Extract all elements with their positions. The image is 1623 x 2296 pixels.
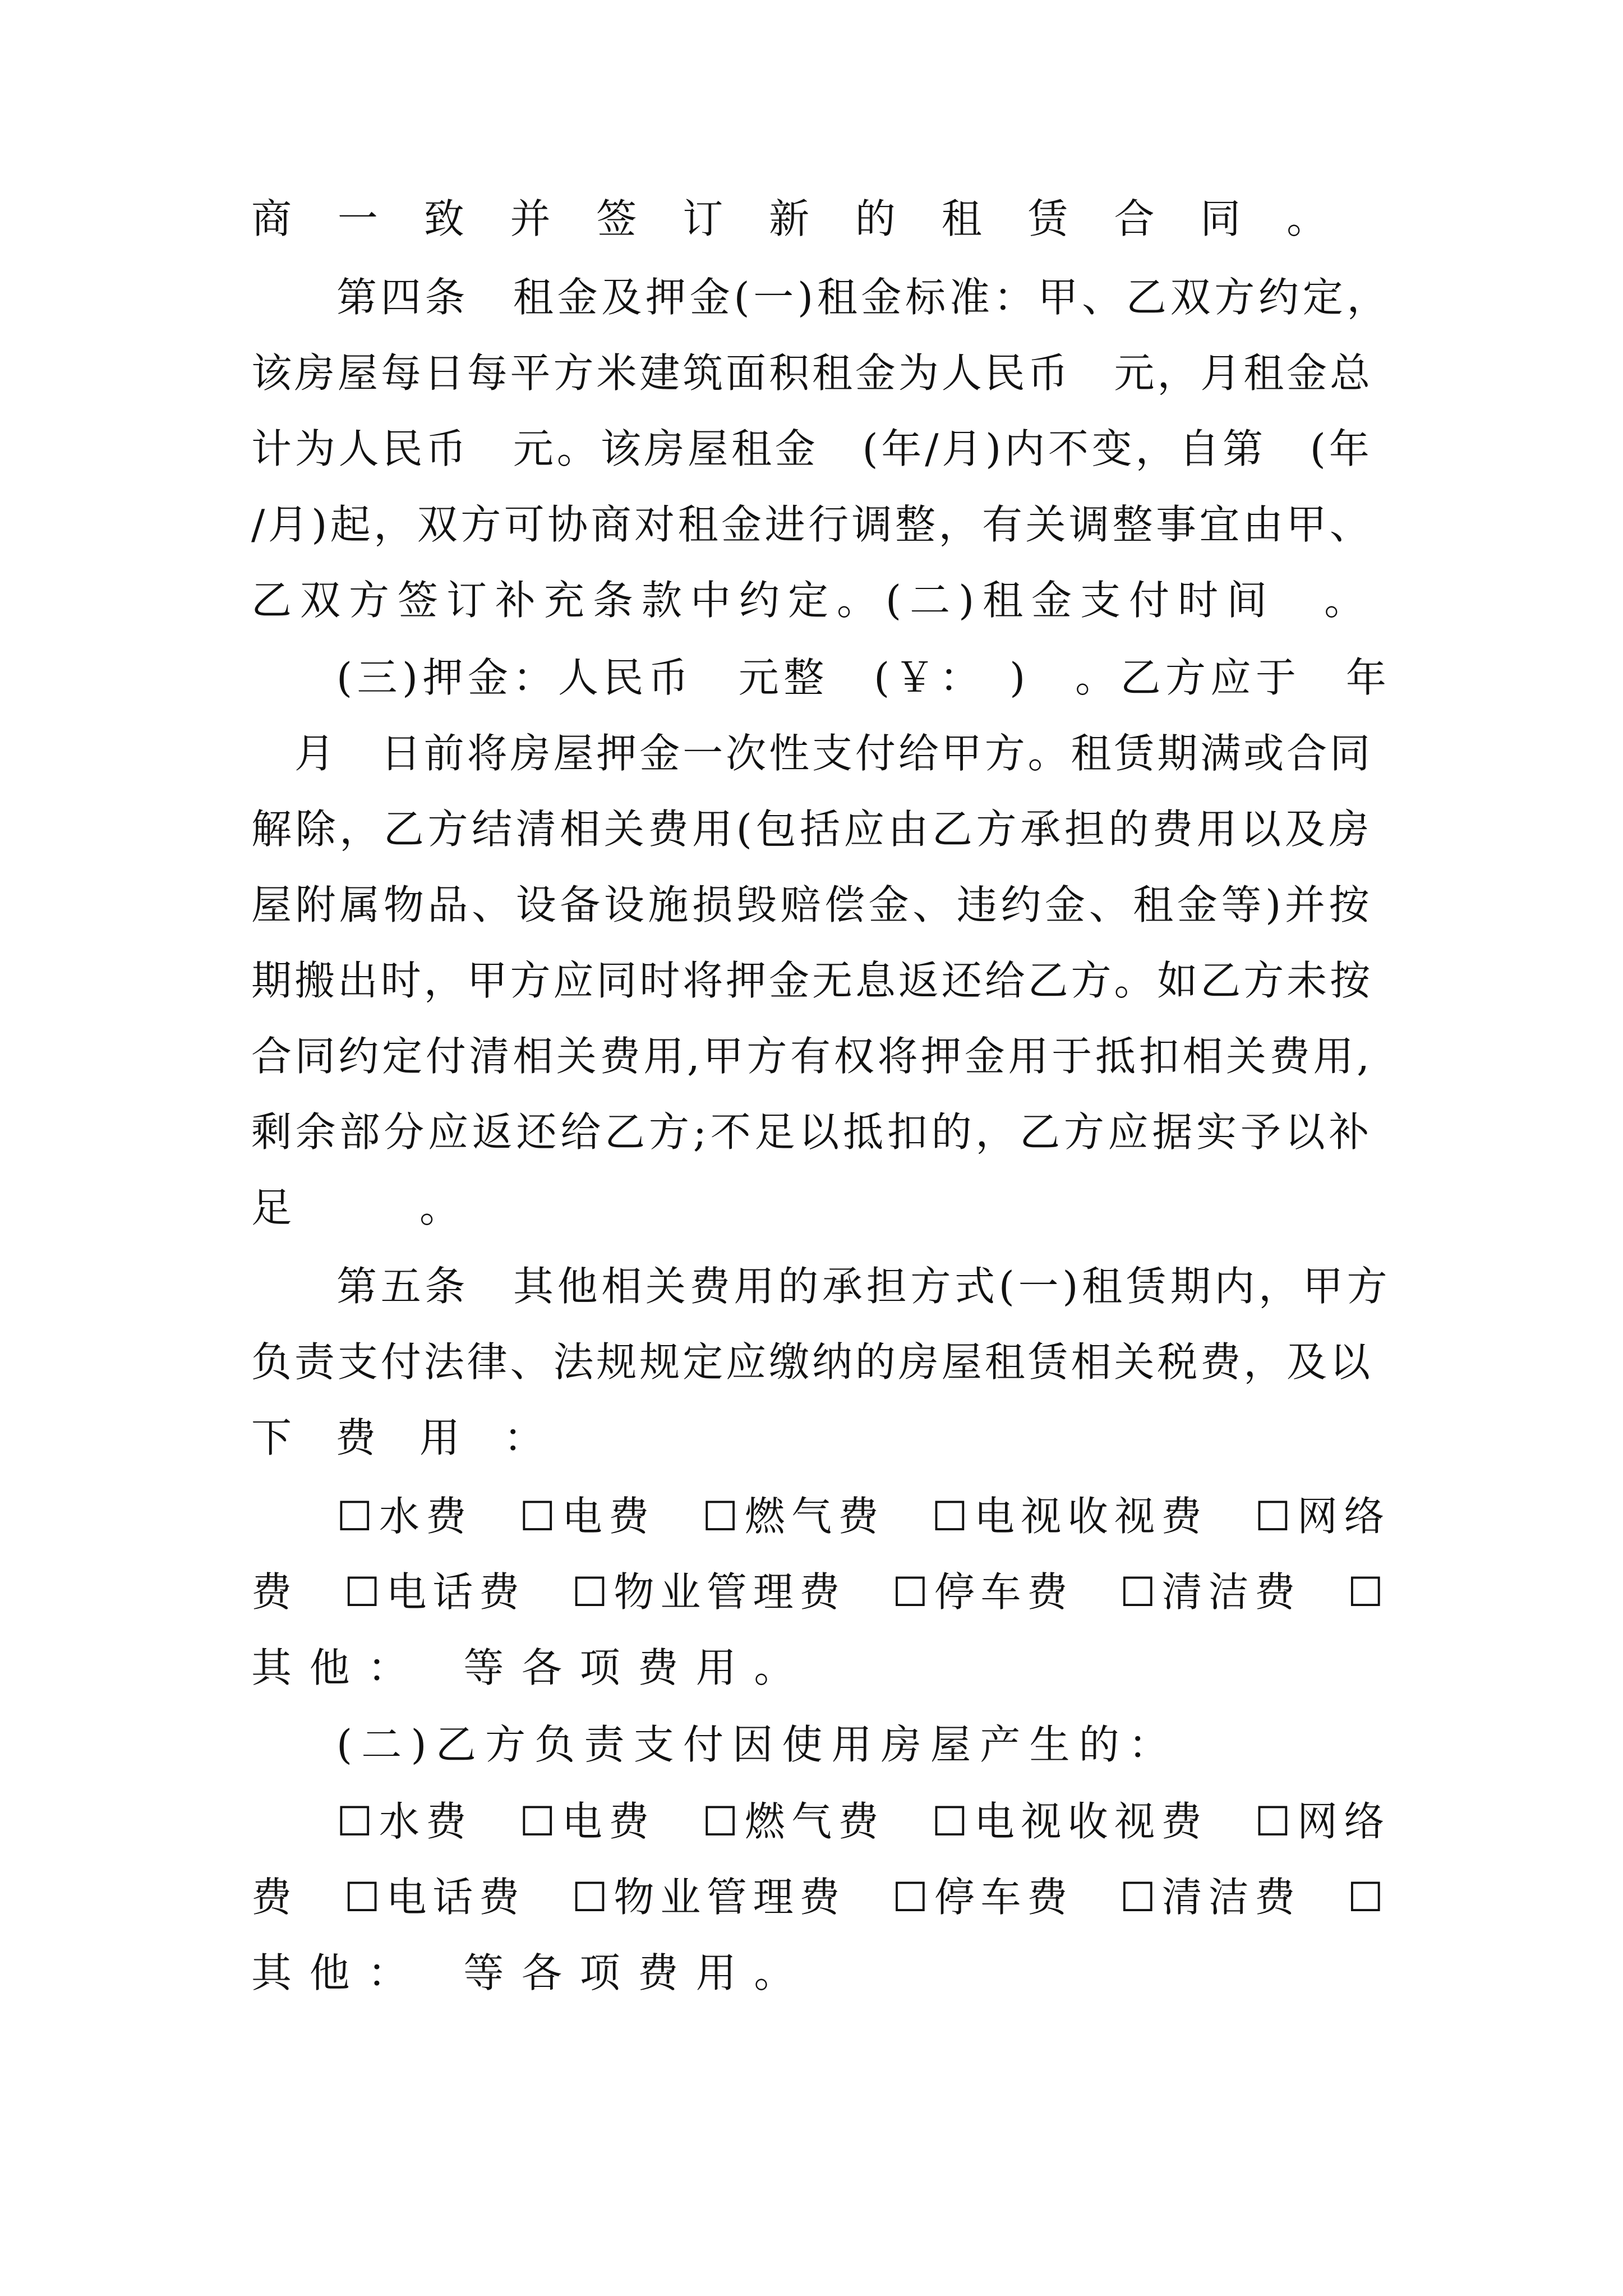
text-line: /月)起，双方可协商对租金进行调整，有关调整事宜由甲、 [251,501,1373,548]
text-line: 该房屋每日每平方米建筑面积租金为人民币 元，月租金总 [251,349,1373,397]
text-line: 其他： 等各项费用。 [251,1949,813,1996]
text-line: 乙双方签订补充条款中约定。(二)租金支付时间 。 [251,577,1373,624]
text-line: 解除，乙方结清相关费用(包括应由乙方承担的费用以及房 [251,806,1373,853]
text-line: 费 ☐电话费 ☐物业管理费 ☐停车费 ☐清洁费 ☐ [251,1568,1390,1616]
text-line: 计为人民币 元。该房屋租金 (年/月)内不变，自第 (年 [251,425,1373,472]
text-line: ☐水费 ☐电费 ☐燃气费 ☐电视收视费 ☐网络 [336,1493,1391,1540]
text-line: 其他： 等各项费用。 [251,1644,813,1691]
text-line: ☐水费 ☐电费 ☐燃气费 ☐电视收视费 ☐网络 [336,1798,1391,1845]
text-line: (二)乙方负责支付因使用房屋产生的： [336,1721,1178,1768]
text-line: 下费用： [251,1414,588,1461]
text-line: 剩余部分应返还给乙方;不足以抵扣的，乙方应据实予以补 [251,1108,1373,1156]
text-line: 商一致并签订新的租赁合同。 [251,195,1373,242]
text-line: 第四条 租金及押金(一)租金标准：甲、乙双方约定， [336,274,1391,321]
text-line: 期搬出时，甲方应同时将押金无息返还给乙方。如乙方未按 [251,957,1373,1004]
text-line: 合同约定付清相关费用,甲方有权将押金用于抵扣相关费用, [251,1033,1373,1080]
text-line: 月 日前将房屋押金一次性支付给甲方。租赁期满或合同 [251,730,1373,777]
text-line: 屋附属物品、设备设施损毁赔偿金、违约金、租金等)并按 [251,881,1373,928]
text-line: 足。 [251,1184,588,1231]
text-line: 费 ☐电话费 ☐物业管理费 ☐停车费 ☐清洁费 ☐ [251,1874,1390,1921]
text-line: 第五条 其他相关费用的承担方式(一)租赁期内，甲方 [336,1263,1391,1310]
text-line: 负责支付法律、法规规定应缴纳的房屋租赁相关税费，及以 [251,1338,1373,1386]
text-line: (三)押金：人民币 元整 (￥： ) 。乙方应于 年 [336,654,1391,701]
